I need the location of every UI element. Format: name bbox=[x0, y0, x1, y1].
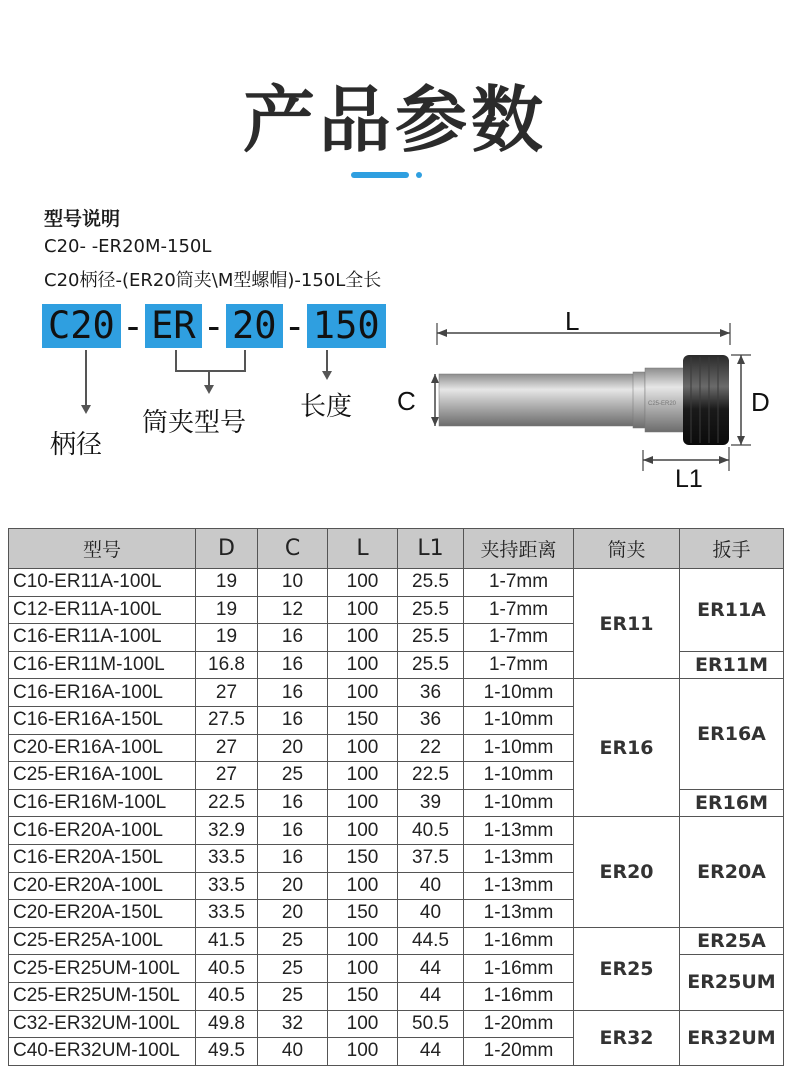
header-l: L bbox=[328, 529, 398, 569]
cell-d: 49.5 bbox=[196, 1038, 258, 1066]
cell-wrench-group: ER25A bbox=[680, 927, 784, 955]
model-explanation: C20柄径-(ER20筒夹\M型螺帽)-150L全长 bbox=[44, 270, 382, 291]
cell-model: C16-ER16M-100L bbox=[9, 789, 196, 817]
segment-dash: - bbox=[121, 304, 145, 348]
cell-wrench-group: ER16A bbox=[680, 679, 784, 789]
table-row bbox=[9, 569, 784, 597]
model-example: C20- -ER20M-150L bbox=[44, 236, 212, 257]
header-model: 型号 bbox=[9, 529, 196, 569]
cell-clamp-range: 1-7mm bbox=[464, 624, 574, 652]
cell-model: C16-ER20A-100L bbox=[9, 817, 196, 845]
cell-l: 100 bbox=[328, 651, 398, 679]
dim-l-arrow-left bbox=[437, 329, 447, 337]
cell-d: 19 bbox=[196, 569, 258, 597]
cell-c: 16 bbox=[258, 789, 328, 817]
length-arrow-line bbox=[326, 350, 328, 372]
collet-arrow-head bbox=[204, 385, 214, 394]
cell-l1: 37.5 bbox=[398, 844, 464, 872]
table-row bbox=[9, 817, 784, 845]
dim-l1-arrow-left bbox=[643, 456, 653, 464]
header-l1: L1 bbox=[398, 529, 464, 569]
cell-d: 33.5 bbox=[196, 872, 258, 900]
cell-clamp-range: 1-10mm bbox=[464, 789, 574, 817]
cell-clamp-range: 1-20mm bbox=[464, 1010, 574, 1038]
tool-holder-diagram bbox=[395, 305, 780, 495]
cell-model: C16-ER11M-100L bbox=[9, 651, 196, 679]
segment-shank: C20 bbox=[42, 304, 121, 348]
cell-c: 20 bbox=[258, 872, 328, 900]
table-row bbox=[9, 1010, 784, 1038]
cell-d: 40.5 bbox=[196, 955, 258, 983]
cell-l1: 25.5 bbox=[398, 624, 464, 652]
cell-c: 16 bbox=[258, 679, 328, 707]
cell-collet-group: ER11 bbox=[574, 569, 680, 679]
cell-d: 40.5 bbox=[196, 982, 258, 1010]
cell-l1: 44 bbox=[398, 1038, 464, 1066]
cell-clamp-range: 1-10mm bbox=[464, 762, 574, 790]
model-code-breakdown bbox=[42, 304, 386, 348]
collet-arrow-left bbox=[175, 350, 177, 372]
cell-clamp-range: 1-16mm bbox=[464, 955, 574, 983]
cell-collet-group: ER32 bbox=[574, 1010, 680, 1065]
cell-model: C16-ER16A-150L bbox=[9, 706, 196, 734]
cell-clamp-range: 1-13mm bbox=[464, 872, 574, 900]
cell-clamp-range: 1-13mm bbox=[464, 817, 574, 845]
cell-l1: 44 bbox=[398, 955, 464, 983]
length-arrow-head bbox=[322, 371, 332, 380]
cell-l: 100 bbox=[328, 1038, 398, 1066]
cell-model: C16-ER16A-100L bbox=[9, 679, 196, 707]
cell-l: 100 bbox=[328, 596, 398, 624]
cell-clamp-range: 1-13mm bbox=[464, 844, 574, 872]
cell-l1: 40.5 bbox=[398, 817, 464, 845]
dim-d-arrow-bottom bbox=[737, 436, 745, 445]
cell-wrench-group: ER32UM bbox=[680, 1010, 784, 1065]
shaft-ring bbox=[633, 372, 645, 428]
cell-c: 10 bbox=[258, 569, 328, 597]
cell-model: C16-ER11A-100L bbox=[9, 624, 196, 652]
shaft bbox=[439, 374, 643, 426]
collet-label: 筒夹型号 bbox=[142, 408, 247, 438]
cell-clamp-range: 1-10mm bbox=[464, 734, 574, 762]
cell-model: C20-ER20A-150L bbox=[9, 900, 196, 928]
cell-model: C16-ER20A-150L bbox=[9, 844, 196, 872]
cell-c: 16 bbox=[258, 706, 328, 734]
dim-l1-label: L1 bbox=[675, 465, 703, 493]
cell-l1: 44 bbox=[398, 982, 464, 1010]
cell-model: C25-ER25UM-150L bbox=[9, 982, 196, 1010]
cell-clamp-range: 1-16mm bbox=[464, 927, 574, 955]
cell-l: 100 bbox=[328, 927, 398, 955]
cell-l: 100 bbox=[328, 817, 398, 845]
cell-collet-group: ER16 bbox=[574, 679, 680, 817]
cell-clamp-range: 1-10mm bbox=[464, 679, 574, 707]
dim-l-arrow-right bbox=[720, 329, 730, 337]
dim-c-arrow-bottom bbox=[431, 417, 439, 426]
spec-table bbox=[8, 528, 784, 1066]
cell-model: C32-ER32UM-100L bbox=[9, 1010, 196, 1038]
cell-c: 16 bbox=[258, 817, 328, 845]
length-label: 长度 bbox=[300, 392, 353, 422]
cell-l: 100 bbox=[328, 734, 398, 762]
cell-d: 19 bbox=[196, 596, 258, 624]
cell-clamp-range: 1-7mm bbox=[464, 569, 574, 597]
title-underline bbox=[351, 172, 409, 178]
cell-l: 150 bbox=[328, 844, 398, 872]
cell-c: 25 bbox=[258, 982, 328, 1010]
header-d: D bbox=[196, 529, 258, 569]
cell-d: 33.5 bbox=[196, 844, 258, 872]
table-header-row bbox=[9, 529, 784, 569]
dim-l-label: L bbox=[565, 306, 580, 336]
dim-l1-arrow-right bbox=[719, 456, 729, 464]
cell-d: 16.8 bbox=[196, 651, 258, 679]
header-wrench: 扳手 bbox=[680, 529, 784, 569]
table-row bbox=[9, 679, 784, 707]
cell-l: 100 bbox=[328, 1010, 398, 1038]
segment-length: 150 bbox=[307, 304, 386, 348]
cell-l: 100 bbox=[328, 872, 398, 900]
cell-l1: 25.5 bbox=[398, 596, 464, 624]
cell-l: 150 bbox=[328, 900, 398, 928]
cell-model: C10-ER11A-100L bbox=[9, 569, 196, 597]
cell-clamp-range: 1-13mm bbox=[464, 900, 574, 928]
cell-l: 100 bbox=[328, 789, 398, 817]
header-collet: 筒夹 bbox=[574, 529, 680, 569]
cell-model: C40-ER32UM-100L bbox=[9, 1038, 196, 1066]
cell-l1: 22 bbox=[398, 734, 464, 762]
cell-l: 150 bbox=[328, 982, 398, 1010]
cell-collet-group: ER20 bbox=[574, 817, 680, 927]
cell-model: C12-ER11A-100L bbox=[9, 596, 196, 624]
dim-d-arrow-top bbox=[737, 355, 745, 364]
shank-arrow-head bbox=[81, 405, 91, 414]
segment-dash: - bbox=[283, 304, 306, 348]
cell-c: 40 bbox=[258, 1038, 328, 1066]
cell-d: 22.5 bbox=[196, 789, 258, 817]
cell-c: 20 bbox=[258, 734, 328, 762]
neck bbox=[645, 368, 685, 432]
cell-l1: 40 bbox=[398, 900, 464, 928]
cell-model: C20-ER16A-100L bbox=[9, 734, 196, 762]
cell-c: 16 bbox=[258, 651, 328, 679]
segment-collet-size: 20 bbox=[226, 304, 283, 348]
cell-c: 16 bbox=[258, 624, 328, 652]
cell-model: C20-ER20A-100L bbox=[9, 872, 196, 900]
nut-marking: C25-ER20 bbox=[648, 401, 677, 407]
cell-l: 100 bbox=[328, 569, 398, 597]
cell-model: C25-ER25UM-100L bbox=[9, 955, 196, 983]
cell-l1: 39 bbox=[398, 789, 464, 817]
shank-label: 柄径 bbox=[50, 430, 103, 460]
cell-c: 16 bbox=[258, 844, 328, 872]
dim-c-arrow-top bbox=[431, 374, 439, 383]
cell-clamp-range: 1-20mm bbox=[464, 1038, 574, 1066]
cell-d: 27.5 bbox=[196, 706, 258, 734]
table-body bbox=[9, 569, 784, 1066]
collet-arrow-stem bbox=[208, 370, 210, 386]
table-row bbox=[9, 927, 784, 955]
cell-d: 27 bbox=[196, 679, 258, 707]
cell-model: C25-ER25A-100L bbox=[9, 927, 196, 955]
cell-l: 100 bbox=[328, 679, 398, 707]
shank-arrow-line bbox=[85, 350, 87, 406]
header-c: C bbox=[258, 529, 328, 569]
cell-c: 25 bbox=[258, 762, 328, 790]
cell-d: 49.8 bbox=[196, 1010, 258, 1038]
cell-wrench-group: ER20A bbox=[680, 817, 784, 927]
cell-d: 27 bbox=[196, 734, 258, 762]
dim-d-label: D bbox=[751, 387, 770, 417]
cell-d: 33.5 bbox=[196, 900, 258, 928]
cell-l: 100 bbox=[328, 955, 398, 983]
collet-arrow-bar bbox=[175, 370, 246, 372]
title-underline-dot bbox=[416, 172, 422, 178]
cell-d: 19 bbox=[196, 624, 258, 652]
cell-l1: 36 bbox=[398, 679, 464, 707]
cell-l: 100 bbox=[328, 762, 398, 790]
cell-clamp-range: 1-10mm bbox=[464, 706, 574, 734]
cell-l: 100 bbox=[328, 624, 398, 652]
dim-c-label: C bbox=[397, 386, 416, 416]
cell-model: C25-ER16A-100L bbox=[9, 762, 196, 790]
cell-collet-group: ER25 bbox=[574, 927, 680, 1010]
cell-l1: 25.5 bbox=[398, 569, 464, 597]
cell-l1: 50.5 bbox=[398, 1010, 464, 1038]
segment-collet-type: ER bbox=[145, 304, 202, 348]
cell-l1: 22.5 bbox=[398, 762, 464, 790]
cell-c: 32 bbox=[258, 1010, 328, 1038]
cell-d: 27 bbox=[196, 762, 258, 790]
cell-wrench-group: ER16M bbox=[680, 789, 784, 817]
cell-l1: 25.5 bbox=[398, 651, 464, 679]
model-desc-heading: 型号说明 bbox=[44, 208, 121, 230]
cell-clamp-range: 1-7mm bbox=[464, 596, 574, 624]
cell-d: 41.5 bbox=[196, 927, 258, 955]
cell-c: 12 bbox=[258, 596, 328, 624]
cell-wrench-group: ER11M bbox=[680, 651, 784, 679]
segment-dash: - bbox=[202, 304, 225, 348]
cell-l1: 40 bbox=[398, 872, 464, 900]
cell-wrench-group: ER11A bbox=[680, 569, 784, 652]
cell-l: 150 bbox=[328, 706, 398, 734]
cell-l1: 44.5 bbox=[398, 927, 464, 955]
cell-c: 25 bbox=[258, 955, 328, 983]
cell-d: 32.9 bbox=[196, 817, 258, 845]
cell-clamp-range: 1-7mm bbox=[464, 651, 574, 679]
collet-arrow-right bbox=[244, 350, 246, 372]
cell-c: 20 bbox=[258, 900, 328, 928]
collet-nut bbox=[683, 355, 729, 445]
cell-l1: 36 bbox=[398, 706, 464, 734]
cell-clamp-range: 1-16mm bbox=[464, 982, 574, 1010]
cell-wrench-group: ER25UM bbox=[680, 955, 784, 1010]
header-clamp-range: 夹持距离 bbox=[464, 529, 574, 569]
cell-c: 25 bbox=[258, 927, 328, 955]
page-title: 产品参数 bbox=[242, 78, 547, 162]
